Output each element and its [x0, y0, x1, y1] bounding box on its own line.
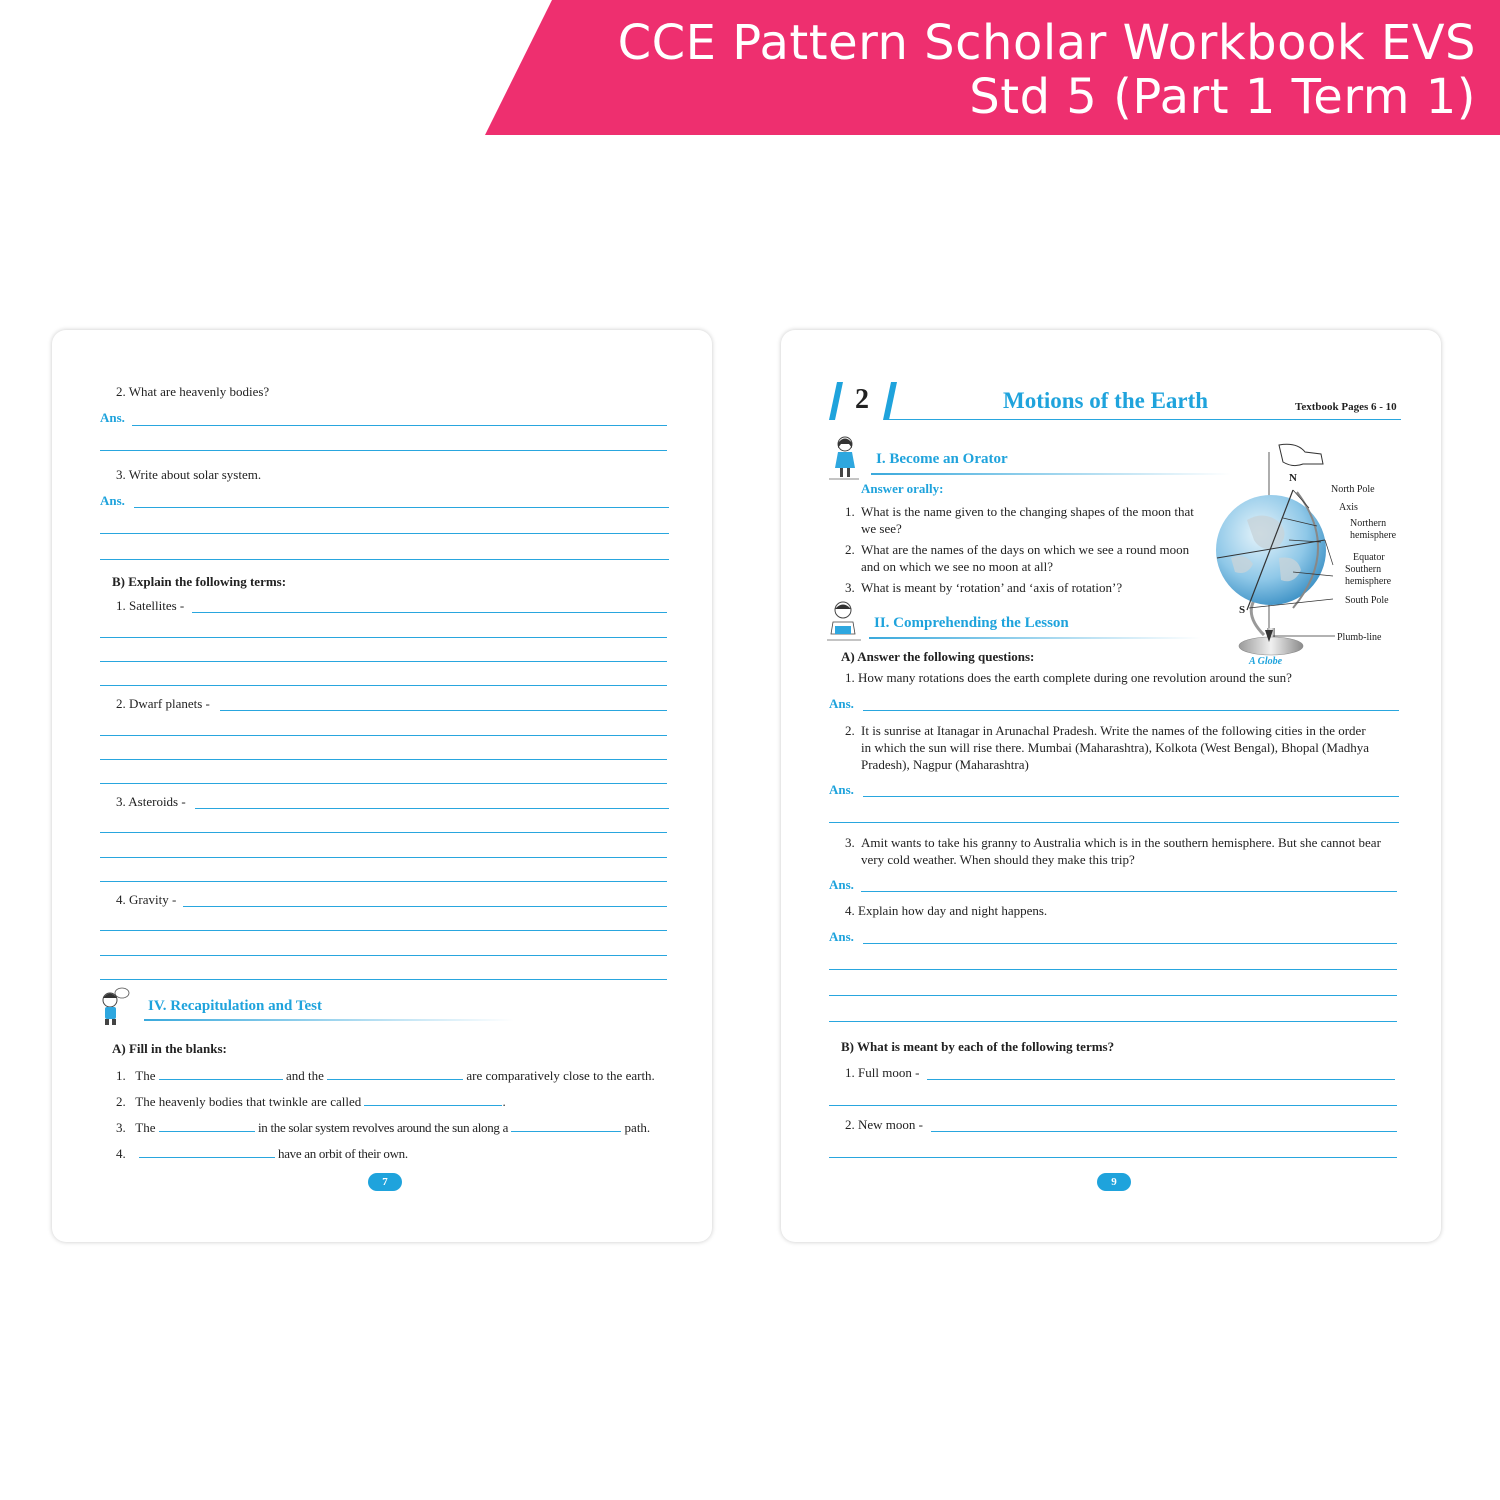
- fill-text: have an orbit of their own.: [278, 1146, 408, 1161]
- section-iv-heading: IV. Recapitulation and Test: [148, 998, 322, 1014]
- blank-field[interactable]: [139, 1145, 275, 1158]
- question-rotations: 1. How many rotations does the earth complete during one revolution around the sun?: [845, 670, 1292, 685]
- question-text: we see?: [861, 521, 902, 536]
- answer-line[interactable]: [192, 612, 667, 613]
- ans-label: Ans.: [829, 782, 854, 797]
- question-text: Pradesh), Nagpur (Maharashtra): [861, 757, 1029, 772]
- page-number: 9: [1097, 1173, 1131, 1191]
- globe-label: Southern: [1345, 564, 1382, 575]
- workbook-page-7: [52, 330, 712, 1242]
- term-dwarf-planets: 2. Dwarf planets -: [116, 696, 210, 711]
- globe-label: Northern: [1350, 518, 1387, 529]
- answer-line[interactable]: [100, 559, 669, 560]
- answer-line[interactable]: [829, 1021, 1397, 1022]
- globe-illustration: [1209, 440, 1409, 675]
- thinking-boy-icon: [96, 985, 130, 1027]
- ans-label: Ans.: [829, 929, 854, 944]
- fill-text: path.: [624, 1120, 651, 1135]
- answer-line[interactable]: [100, 735, 667, 736]
- blank-field[interactable]: [511, 1119, 621, 1132]
- fill-text: in the solar system revolves around the sun along a: [257, 1120, 509, 1135]
- blank-field[interactable]: [364, 1093, 502, 1106]
- globe-label: Plumb-line: [1337, 632, 1382, 643]
- answer-line[interactable]: [132, 425, 667, 426]
- globe-label: hemisphere: [1350, 530, 1397, 541]
- section-ii-heading: II. Comprehending the Lesson: [874, 615, 1069, 631]
- answer-line[interactable]: [100, 930, 667, 931]
- question-text: Amit wants to take his granny to Australia which is in the southern hemisphere. But she cannot bear: [861, 835, 1381, 850]
- term-full-moon: 1. Full moon -: [845, 1065, 920, 1080]
- question-text: It is sunrise at Itanagar in Arunachal Pradesh. Write the names of the following cities in the order: [861, 723, 1366, 738]
- chapter-number: 2: [855, 384, 869, 415]
- fill-blank-3: [116, 1119, 650, 1136]
- globe-label: Axis: [1339, 502, 1358, 513]
- ans-label: Ans.: [100, 493, 125, 508]
- fill-blank-1: [116, 1067, 655, 1084]
- section-b-heading: B) What is meant by each of the following terms?: [841, 1039, 1115, 1054]
- textbook-pages: Textbook Pages 6 - 10: [1295, 401, 1397, 413]
- answer-line[interactable]: [931, 1131, 1397, 1132]
- workbook-page-9: [781, 330, 1441, 1242]
- globe-caption: A Globe: [1249, 656, 1283, 667]
- globe-label-s: S: [1239, 604, 1246, 616]
- answer-line[interactable]: [100, 533, 669, 534]
- blank-field[interactable]: [159, 1067, 283, 1080]
- answer-line[interactable]: [100, 832, 667, 833]
- answer-line[interactable]: [100, 955, 667, 956]
- term-gravity: 4. Gravity -: [116, 892, 177, 907]
- answer-line[interactable]: [100, 661, 667, 662]
- answer-line[interactable]: [829, 1157, 1397, 1158]
- fill-number: 1.: [116, 1068, 126, 1083]
- oral-question-3: [845, 579, 1123, 596]
- fill-blank-2: [116, 1093, 506, 1110]
- answer-line[interactable]: [100, 759, 667, 760]
- answer-line[interactable]: [183, 906, 667, 907]
- blank-field[interactable]: [327, 1067, 463, 1080]
- answer-line[interactable]: [829, 1105, 1397, 1106]
- ans-label: Ans.: [829, 696, 854, 711]
- chapter-title: Motions of the Earth: [1003, 388, 1209, 413]
- answer-line[interactable]: [100, 450, 667, 451]
- answer-line[interactable]: [100, 857, 667, 858]
- question-text: very cold weather. When should they make this trip?: [861, 852, 1135, 867]
- answer-line[interactable]: [100, 783, 667, 784]
- answer-line[interactable]: [927, 1079, 1395, 1080]
- globe-label: hemisphere: [1345, 576, 1392, 587]
- answer-line[interactable]: [829, 995, 1397, 996]
- section-rule: [871, 473, 1231, 475]
- oral-question-1: [845, 503, 1194, 536]
- question-sunrise-order: [845, 722, 1369, 772]
- answer-line[interactable]: [829, 969, 1397, 970]
- question-number: 3.: [845, 580, 855, 595]
- banner-title: [618, 16, 1476, 124]
- question-solar-system: 3. Write about solar system.: [116, 467, 262, 482]
- question-heavenly-bodies: 2. What are heavenly bodies?: [116, 384, 270, 399]
- answer-line[interactable]: [134, 507, 669, 508]
- term-satellites: 1. Satellites -: [116, 598, 185, 613]
- answer-line[interactable]: [100, 881, 667, 882]
- term-asteroids: 3. Asteroids -: [116, 794, 186, 809]
- section-rule: [144, 1019, 514, 1021]
- globe-label: South Pole: [1345, 595, 1389, 606]
- blank-field[interactable]: [159, 1119, 255, 1132]
- answer-line[interactable]: [220, 710, 667, 711]
- answer-line[interactable]: [195, 808, 669, 809]
- section-rule: [869, 637, 1201, 639]
- girl-speaking-icon: [829, 434, 861, 480]
- header-rule: [889, 419, 1401, 420]
- banner-title-line2: Std 5 (Part 1 Term 1): [969, 69, 1476, 125]
- fill-text: The heavenly bodies that twinkle are called: [135, 1094, 362, 1109]
- question-text: in which the sun will rise there. Mumbai (Maharashtra), Kolkota (West Bengal), Bhopal (Madhya: [861, 740, 1369, 755]
- answer-line[interactable]: [861, 891, 1397, 892]
- section-i-heading: I. Become an Orator: [876, 451, 1008, 467]
- oral-question-2: [845, 541, 1190, 574]
- question-australia-trip: [845, 834, 1381, 867]
- answer-line[interactable]: [863, 710, 1399, 711]
- term-new-moon: 2. New moon -: [845, 1117, 923, 1132]
- question-number: 1.: [845, 504, 855, 519]
- question-number: 3.: [845, 835, 855, 850]
- fill-text: are comparatively close to the earth.: [466, 1068, 655, 1083]
- fill-number: 3.: [116, 1120, 126, 1135]
- banner-title-line1: CCE Pattern Scholar Workbook EVS: [617, 15, 1476, 71]
- question-text: What is the name given to the changing shapes of the moon that: [861, 504, 1194, 519]
- fill-text: .: [502, 1094, 506, 1109]
- fill-text: The: [135, 1120, 156, 1135]
- fill-text: The: [135, 1068, 156, 1083]
- answer-line[interactable]: [863, 943, 1397, 944]
- answer-orally-label: Answer orally:: [861, 481, 944, 496]
- title-banner: [0, 0, 1500, 135]
- answer-line[interactable]: [100, 637, 667, 638]
- answer-line[interactable]: [100, 685, 667, 686]
- question-number: 2.: [845, 723, 855, 738]
- question-day-night: 4. Explain how day and night happens.: [845, 903, 1048, 918]
- globe-label: North Pole: [1331, 484, 1375, 495]
- answer-line[interactable]: [100, 979, 667, 980]
- ans-label: Ans.: [829, 877, 854, 892]
- fill-text: and the: [285, 1068, 324, 1083]
- page-number: 7: [368, 1173, 402, 1191]
- section-a-heading: A) Fill in the blanks:: [112, 1041, 227, 1056]
- ans-label: Ans.: [100, 410, 125, 425]
- question-text: and on which we see no moon at all?: [861, 559, 1054, 574]
- answer-line[interactable]: [863, 796, 1399, 797]
- section-b-heading: B) Explain the following terms:: [112, 574, 287, 589]
- globe-label-n: N: [1289, 472, 1297, 484]
- answer-line[interactable]: [829, 822, 1399, 823]
- question-text: What are the names of the days on which we see a round moon: [861, 542, 1190, 557]
- question-text: What is meant by ‘rotation’ and ‘axis of rotation’?: [861, 580, 1123, 595]
- globe-label: Equator: [1353, 552, 1385, 563]
- section-a-heading: A) Answer the following questions:: [841, 649, 1035, 664]
- fill-blank-4: [116, 1145, 408, 1162]
- fill-number: 2.: [116, 1094, 126, 1109]
- question-number: 2.: [845, 542, 855, 557]
- boy-reading-icon: [827, 600, 861, 642]
- fill-number: 4.: [116, 1146, 126, 1161]
